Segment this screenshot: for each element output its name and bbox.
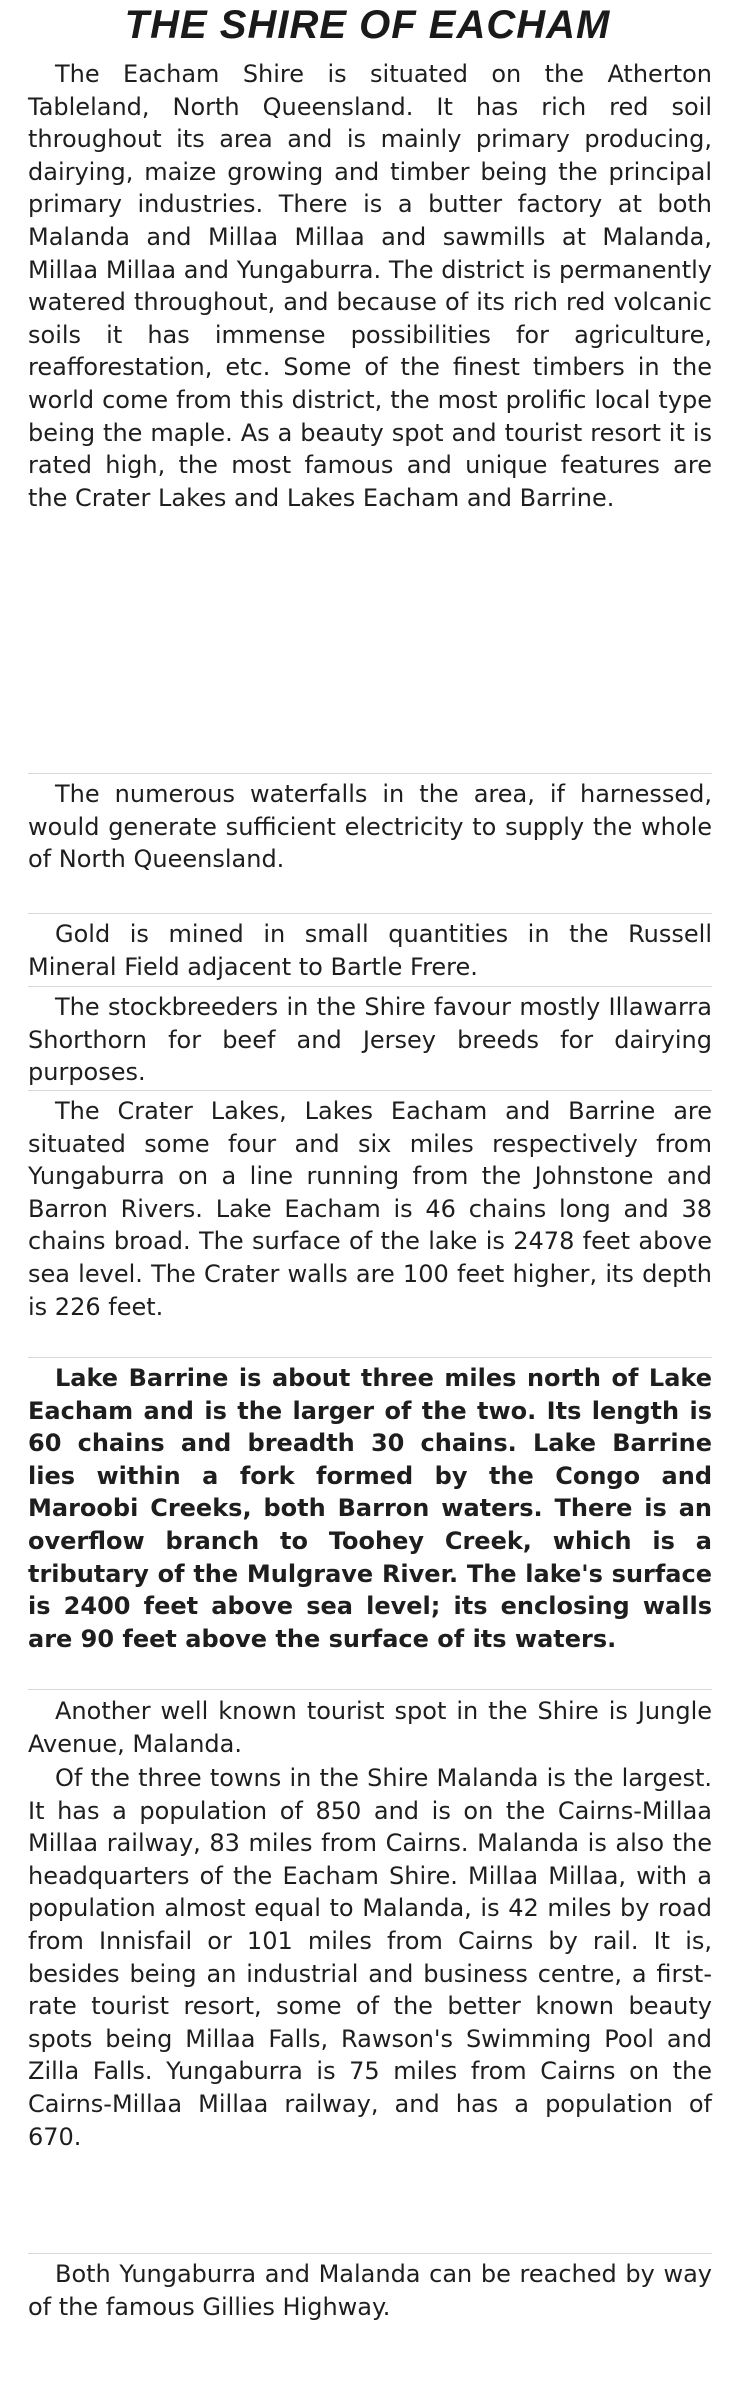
paragraph-divider [28, 986, 712, 987]
paragraph-intro: The Eacham Shire is situated on the Atherton Tableland, North Queensland. It has rich red soil throughout its area and is mainly primary producing, dairying, maize growing and timber being the principal primary industries. There is a butter factory at both Malanda and Millaa Millaa and sawmills at Malanda, Millaa Millaa and Yungaburra. The district is permanently watered throughout, and because of its rich red volcanic soils it has immense possibilities for agriculture, reafforestation, etc. Some of the finest timbers in the world come from this district, the most prolific local type being the maple. As a beauty spot and tourist resort it is rated high, the most famous and unique features are the Crater Lakes and Lakes Eacham and Barrine. [28, 60, 712, 512]
paragraph-divider [28, 773, 712, 774]
paragraph-crater-lakes: The Crater Lakes, Lakes Eacham and Barrine are situated some four and six miles respectively from Yungaburra on a line running from the Johnstone and Barron Rivers. Lake Eacham is 46 chains long and 38 chains broad. The surface of the lake is 2478 feet above sea level. The Crater walls are 100 feet higher, its depth is 226 feet. [28, 1097, 712, 1321]
paragraph-divider [28, 2253, 712, 2254]
paragraph-waterfalls: The numerous waterfalls in the area, if harnessed, would generate sufficient electricity to supply the whole of North Queensland. [28, 780, 712, 874]
paragraph-divider [28, 913, 712, 914]
paragraph-gillies-highway: Both Yungaburra and Malanda can be reached by way of the famous Gillies Highway. [28, 2260, 712, 2321]
article-title: THE SHIRE OF EACHAM [124, 3, 611, 47]
paragraph-divider [28, 1357, 712, 1358]
paragraph-divider [28, 1689, 712, 1690]
paragraph-jungle-avenue: Another well known tourist spot in the Shire is Jungle Avenue, Malanda. [28, 1697, 712, 1758]
paragraph-stockbreeders: The stockbreeders in the Shire favour mostly Illawarra Shorthorn for beef and Jersey breeds for dairying purposes. [28, 993, 712, 1087]
paragraph-towns: Of the three towns in the Shire Malanda is the largest. It has a population of 850 and is on the Cairns-Millaa Millaa railway, 83 miles from Cairns. Malanda is also the headquarters of the Eacham Shire. Millaa Millaa, with a population almost equal to Malanda, is 42 miles by road from Innisfail or 101 miles from Cairns by rail. It is, besides being an industrial and business centre, a first-rate tourist resort, some of the better known beauty spots being Millaa Falls, Rawson's Swimming Pool and Zilla Falls. Yungaburra is 75 miles from Cairns on the Cairns-Millaa Millaa railway, and has a population of 670. [28, 1764, 712, 2151]
paragraph-gold: Gold is mined in small quantities in the Russell Mineral Field adjacent to Bartle Frere. [28, 920, 712, 981]
paragraph-divider [28, 1090, 712, 1091]
paragraph-lake-barrine: Lake Barrine is about three miles north of Lake Eacham and is the larger of the two. Its length is 60 chains and breadth 30 chains. Lake Barrine lies within a fork formed by the Congo and Maroobi Creeks, both Barron waters. There is an overflow branch to Toohey Creek, which is a tributary of the Mulgrave River. The lake's surface is 2400 feet above sea level; its enclosing walls are 90 feet above the surface of its waters. [28, 1364, 712, 1653]
